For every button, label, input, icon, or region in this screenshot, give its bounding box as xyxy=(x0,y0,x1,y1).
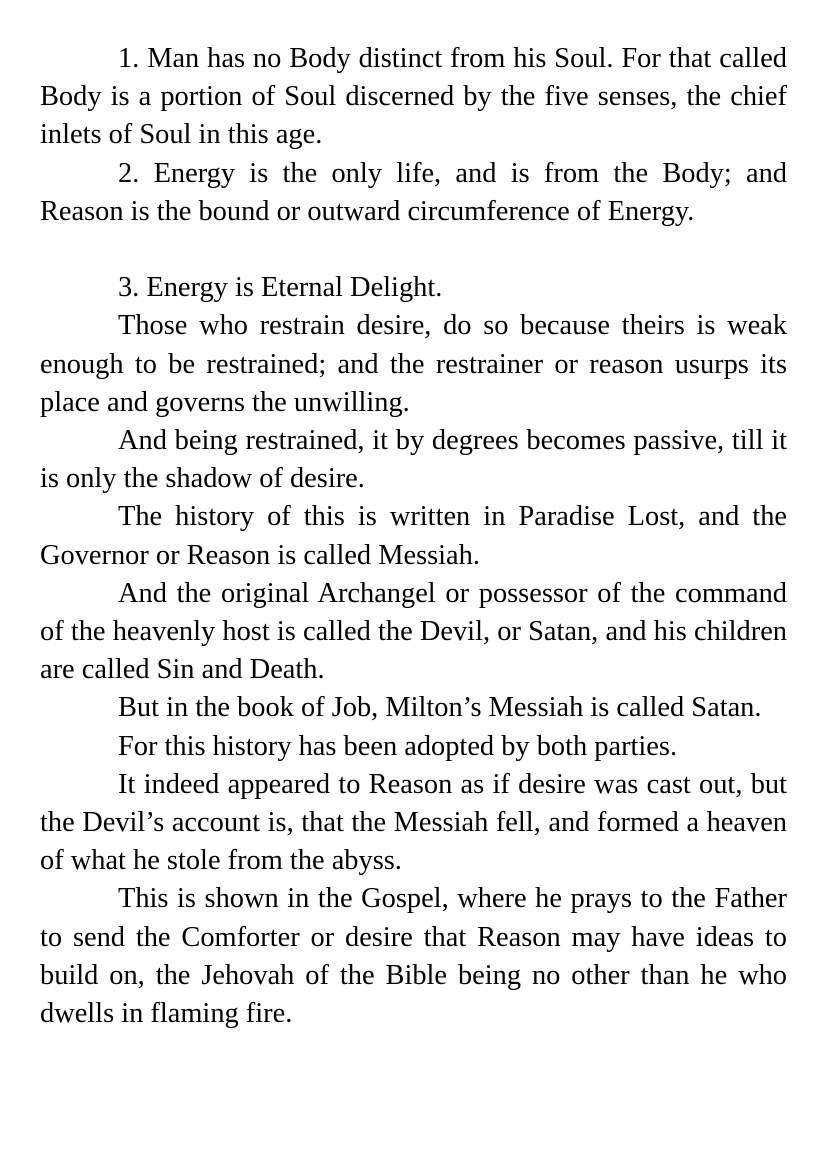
paragraph-7: And the original Archangel or possessor of the command of the heavenly host is called the Devil, or Satan, and his children are called Sin and Death. xyxy=(40,577,787,686)
paragraph-2: 2. Energy is the only life, and is from the Body; and Reason is the bound or outward circumference of Energy. xyxy=(40,157,787,227)
document-page xyxy=(40,40,787,1033)
paragraph-9: For this history has been adopted by both parties. xyxy=(118,730,678,762)
paragraph-6: The history of this is written in Paradise Lost, and the Governor or Reason is called Messiah. xyxy=(40,501,787,571)
paragraph-5: And being restrained, it by degrees becomes passive, till it is only the shadow of desire. xyxy=(40,425,787,495)
paragraph-4: Those who restrain desire, do so because theirs is weak enough to be restrained; and the restrainer or reason usurps its place and governs the unwilling. xyxy=(40,310,787,418)
paragraph-1: 1. Man has no Body distinct from his Soul. For that called Body is a portion of Soul discerned by the five senses, the chief inlets of Soul in this age. xyxy=(40,43,787,151)
paragraph-8: But in the book of Job, Milton’s Messiah is called Satan. xyxy=(118,692,762,724)
paragraph-10: It indeed appeared to Reason as if desire was cast out, but the Devil’s account is, that the Messiah fell, and formed a heaven of what he stole from the abyss. xyxy=(40,768,787,877)
paragraph-11: This is shown in the Gospel, where he prays to the Father to send the Comforter or desire that Reason may have ideas to build on, the Jehovah of the Bible being no other than he who dwells in flaming fire. xyxy=(40,883,787,1030)
paragraph-3: 3. Energy is Eternal Delight. xyxy=(118,272,443,304)
